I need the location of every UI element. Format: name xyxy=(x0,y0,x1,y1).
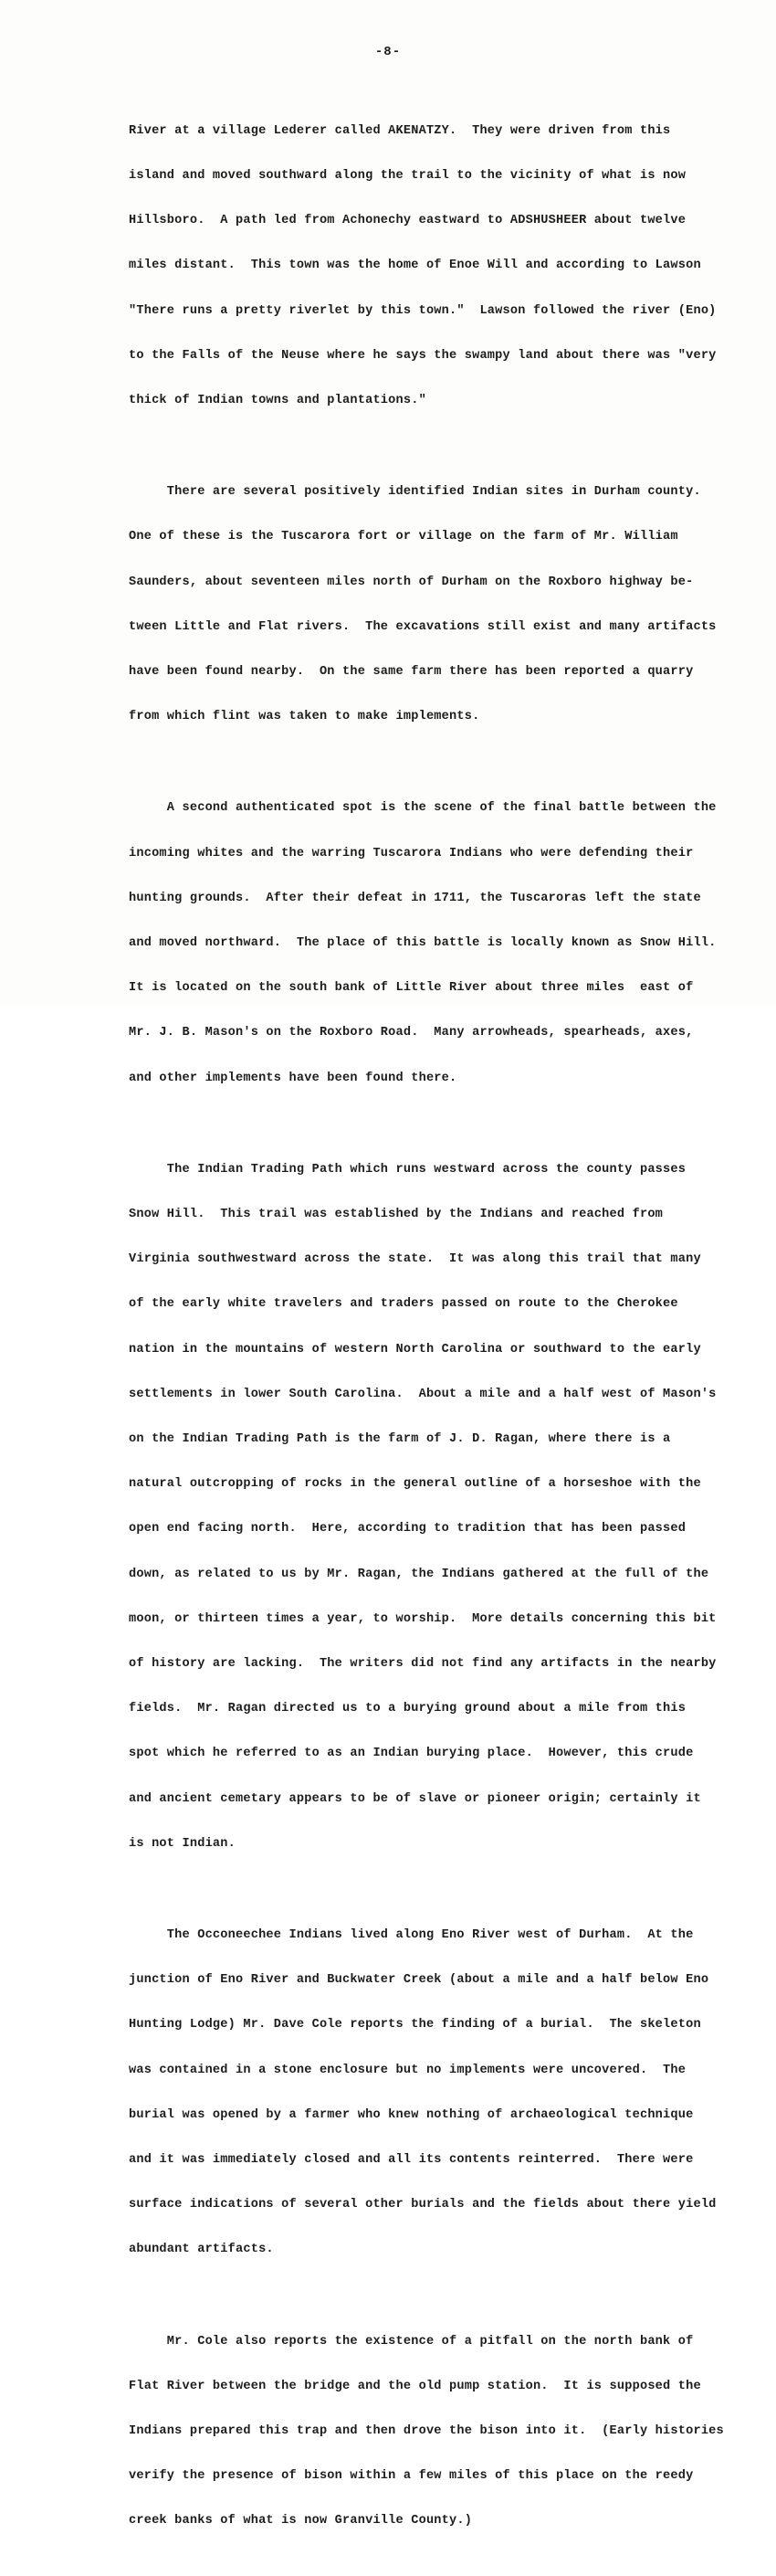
text-line: thick of Indian towns and plantations." xyxy=(129,394,426,408)
text-line: One of these is the Tuscarora fort or village on the farm of Mr. William xyxy=(129,530,678,544)
page-number: -8- xyxy=(374,45,402,59)
text-line: is not Indian. xyxy=(129,1836,236,1851)
text-line: to the Falls of the Neuse where he says the swampy land about there was "very xyxy=(129,348,717,363)
text-line: Hunting Lodge) Mr. Dave Cole reports the finding of a burial. The skeleton xyxy=(129,2018,701,2032)
text-line: Mr. J. B. Mason's on the Roxboro Road. Many arrowheads, spearheads, axes, xyxy=(129,1026,694,1040)
text-line: "There runs a pretty riverlet by this town." Lawson followed the river (Eno) xyxy=(129,303,717,318)
text-line: open end facing north. Here, according to tradition that has been passed xyxy=(129,1522,687,1536)
text-line: Mr. Cole also reports the existence of a pitfall on the north bank of xyxy=(129,2334,694,2349)
text-line: tween Little and Flat rivers. The excavations still exist and many artifacts xyxy=(129,619,717,634)
text-line: of history are lacking. The writers did not find any artifacts in the nearby xyxy=(129,1657,717,1672)
paragraph-snow-hill-battle xyxy=(129,771,731,1115)
text-line: down, as related to us by Mr. Ragan, the Indians gathered at the full of the xyxy=(129,1567,709,1581)
paragraph-akenatzy xyxy=(129,94,731,438)
text-line: There are several positively identified Indian sites in Durham county. xyxy=(129,485,701,500)
text-line: surface indications of several other burials and the fields about there yield xyxy=(129,2198,717,2212)
text-line: and it was immediately closed and all its contents reinterred. There were xyxy=(129,2153,694,2168)
text-line: creek banks of what is now Granville County.) xyxy=(129,2514,473,2528)
text-line: The Indian Trading Path which runs westward across the county passes xyxy=(129,1162,687,1177)
text-line: miles distant. This town was the home of Enoe Will and according to Lawson xyxy=(129,259,701,273)
paragraph-occoneechee-burial xyxy=(129,1898,731,2288)
paragraph-bison-pitfall xyxy=(129,2305,731,2560)
text-line: Virginia southwestward across the state. It was along this trail that many xyxy=(129,1252,701,1267)
text-line: and moved northward. The place of this battle is locally known as Snow Hill. xyxy=(129,935,717,950)
text-line: settlements in lower South Carolina. About a mile and a half west of Mason's xyxy=(129,1387,717,1401)
text-line: junction of Eno River and Buckwater Creek (about a mile and a half below Eno xyxy=(129,1973,709,1988)
text-line: nation in the mountains of western North Carolina or southward to the early xyxy=(129,1342,701,1357)
text-line: island and moved southward along the trail to the vicinity of what is now xyxy=(129,169,687,184)
text-line: and ancient cemetary appears to be of slave or pioneer origin; certainly it xyxy=(129,1791,701,1806)
text-line: moon, or thirteen times a year, to worship. More details concerning this bit xyxy=(129,1611,717,1626)
text-line: Snow Hill. This trail was established by the Indians and reached from xyxy=(129,1207,664,1221)
text-line: incoming whites and the warring Tuscarora Indians who were defending their xyxy=(129,846,694,860)
body-text xyxy=(129,94,731,2576)
text-line: on the Indian Trading Path is the farm of J. D. Ragan, where there is a xyxy=(129,1431,671,1446)
paragraph-indian-trading-path xyxy=(129,1133,731,1882)
text-line: was contained in a stone enclosure but no implements were uncovered. The xyxy=(129,2063,687,2077)
text-line: The Occoneechee Indians lived along Eno River west of Durham. At the xyxy=(129,1927,694,1942)
text-line: and other implements have been found there. xyxy=(129,1071,457,1085)
text-line: It is located on the south bank of Little River about three miles east of xyxy=(129,981,694,996)
text-line: burial was opened by a farmer who knew nothing of archaeological technique xyxy=(129,2107,694,2122)
text-line: Indians prepared this trap and then drove the bison into it. (Early histories xyxy=(129,2423,724,2438)
text-line: of the early white travelers and traders passed on route to the Cherokee xyxy=(129,1297,678,1312)
text-line: River at a village Lederer called AKENATZY. They were driven from this xyxy=(129,123,671,138)
text-line: fields. Mr. Ragan directed us to a burying ground about a mile from this xyxy=(129,1702,687,1716)
text-line: hunting grounds. After their defeat in 1711, the Tuscaroras left the state xyxy=(129,891,701,905)
text-line: Flat River between the bridge and the old pump station. It is supposed the xyxy=(129,2379,701,2393)
text-line: natural outcropping of rocks in the general outline of a horseshoe with the xyxy=(129,1477,701,1492)
text-line: Saunders, about seventeen miles north of Durham on the Roxboro highway be- xyxy=(129,575,694,589)
paragraph-tuscarora-fort xyxy=(129,455,731,755)
text-line: from which flint was taken to make implements. xyxy=(129,710,480,724)
text-line: have been found nearby. On the same farm there has been reported a quarry xyxy=(129,665,694,680)
text-line: verify the presence of bison within a few miles of this place on the reedy xyxy=(129,2469,694,2484)
text-line: A second authenticated spot is the scene of the final battle between the xyxy=(129,801,717,816)
text-line: abundant artifacts. xyxy=(129,2243,274,2257)
text-line: Hillsboro. A path led from Achonechy eastward to ADSHUSHEER about twelve xyxy=(129,214,687,228)
text-line: spot which he referred to as an Indian burying place. However, this crude xyxy=(129,1747,694,1761)
